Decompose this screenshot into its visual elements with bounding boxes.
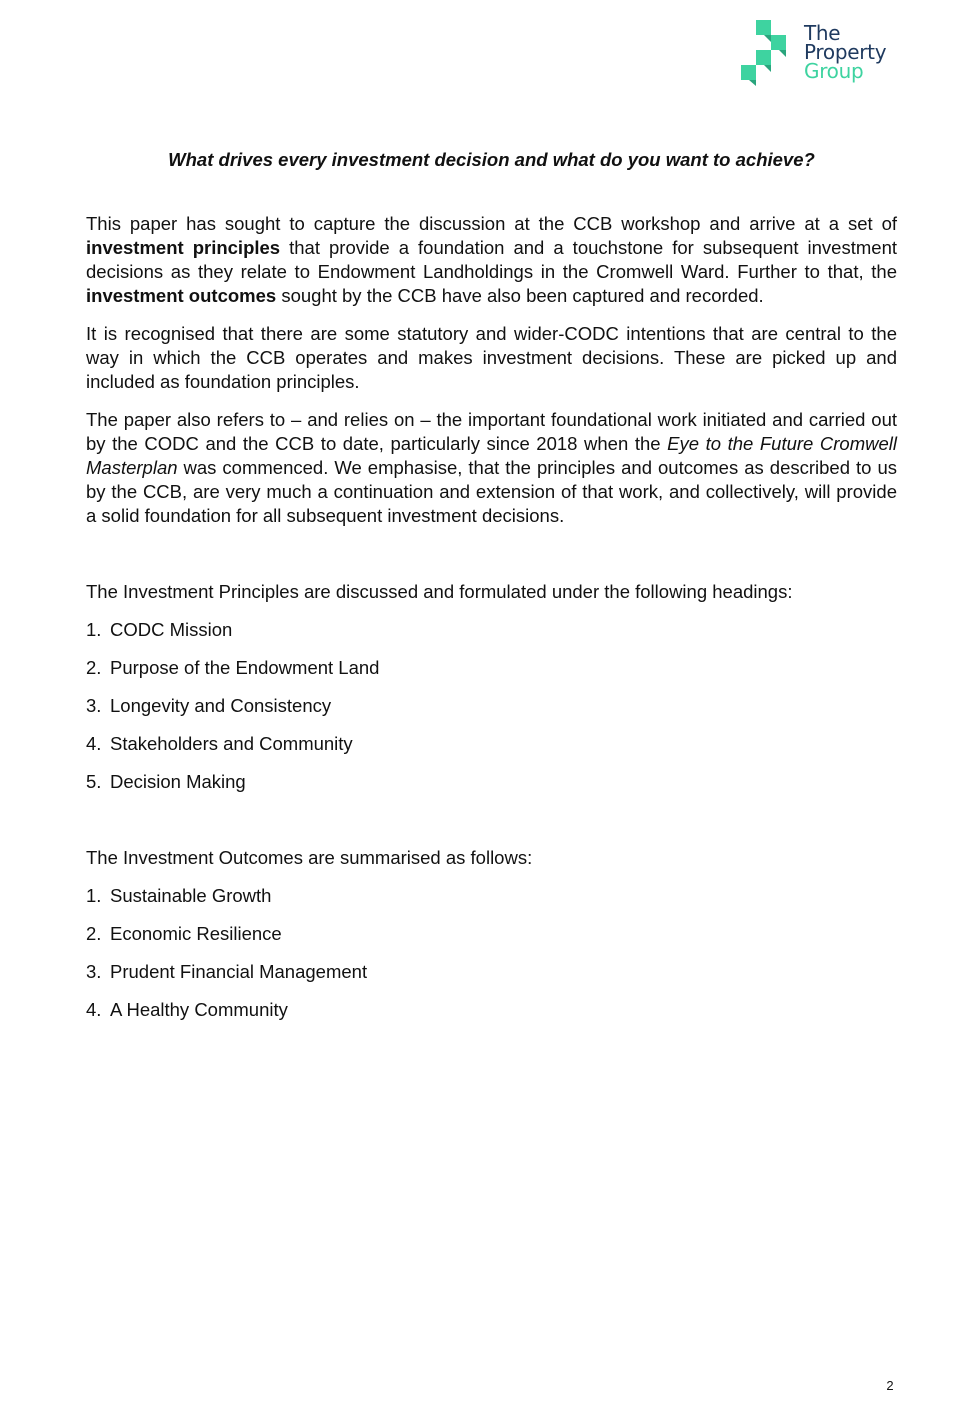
- principles-intro: The Investment Principles are discussed and formulated under the following headings:: [86, 581, 793, 602]
- list-item: [86, 656, 897, 680]
- list-label: Longevity and Consistency: [110, 695, 332, 716]
- list-number: 1.: [86, 619, 102, 640]
- company-logo: [740, 20, 910, 90]
- logo-line-1: The: [804, 21, 841, 45]
- logo-line-3: Group: [804, 59, 864, 83]
- logo-line-2: Property: [804, 40, 887, 64]
- spacer: [86, 542, 897, 580]
- list-item: [86, 998, 897, 1022]
- spacer: [86, 808, 897, 846]
- list-item: [86, 732, 897, 756]
- text-run: that provide a foundation and a touchstone for subsequent investment decisions as they relate to Endowment Landholdings in the Cromwell Ward. Further to that, the: [86, 237, 897, 282]
- logo-wordmark: [804, 21, 887, 83]
- list-item: [86, 960, 897, 984]
- list-item: [86, 694, 897, 718]
- text-run: was commenced. We emphasise, that the principles and outcomes as described to us by the CCB, are very much a continuation and extension of that work, and collectively, will provide a solid foundation for all subsequent investment decisions.: [86, 457, 897, 526]
- list-number: 4.: [86, 733, 102, 754]
- list-number: 3.: [86, 695, 102, 716]
- list-number: 3.: [86, 961, 102, 982]
- italic-title: Eye to the Future Cromwell Masterplan: [86, 433, 897, 478]
- list-label: Stakeholders and Community: [110, 733, 353, 754]
- logo-mark-icon: [740, 20, 800, 86]
- list-item: [86, 770, 897, 794]
- page-heading: What drives every investment decision and what do you want to achieve?: [168, 149, 815, 170]
- list-label: A Healthy Community: [110, 999, 288, 1020]
- statutory-paragraph: It is recognised that there are some statutory and wider-CODC intentions that are central to the way in which the CCB operates and makes investment decisions. These are picked up and included as foundation principles.: [86, 323, 897, 392]
- outcomes-list: [86, 884, 897, 1022]
- text-run: This paper has sought to capture the discussion at the CCB workshop and arrive at a set of: [86, 213, 897, 234]
- list-label: Sustainable Growth: [110, 885, 272, 906]
- principles-list: [86, 618, 897, 794]
- list-item: [86, 618, 897, 642]
- list-label: Economic Resilience: [110, 923, 282, 944]
- text-run: sought by the CCB have also been captured and recorded.: [276, 285, 764, 306]
- document-body: [86, 212, 897, 1036]
- list-label: CODC Mission: [110, 619, 233, 640]
- intro-paragraph: [86, 212, 897, 308]
- foundation-paragraph: [86, 408, 897, 528]
- list-label: Decision Making: [110, 771, 246, 792]
- list-number: 2.: [86, 657, 102, 678]
- list-number: 5.: [86, 771, 102, 792]
- outcomes-intro: The Investment Outcomes are summarised as follows:: [86, 847, 533, 868]
- bold-term: investment outcomes: [86, 285, 277, 306]
- list-number: 2.: [86, 923, 102, 944]
- list-number: 1.: [86, 885, 102, 906]
- list-number: 4.: [86, 999, 102, 1020]
- list-item: [86, 922, 897, 946]
- list-label: Prudent Financial Management: [110, 961, 368, 982]
- list-label: Purpose of the Endowment Land: [110, 657, 380, 678]
- page-number: 2: [886, 1378, 894, 1393]
- bold-term: investment principles: [86, 237, 281, 258]
- text-run: The paper also refers to – and relies on – the important foundational work initiated and carried out by the CODC and the CCB to date, particularly since 2018 when the: [86, 409, 897, 454]
- list-item: [86, 884, 897, 908]
